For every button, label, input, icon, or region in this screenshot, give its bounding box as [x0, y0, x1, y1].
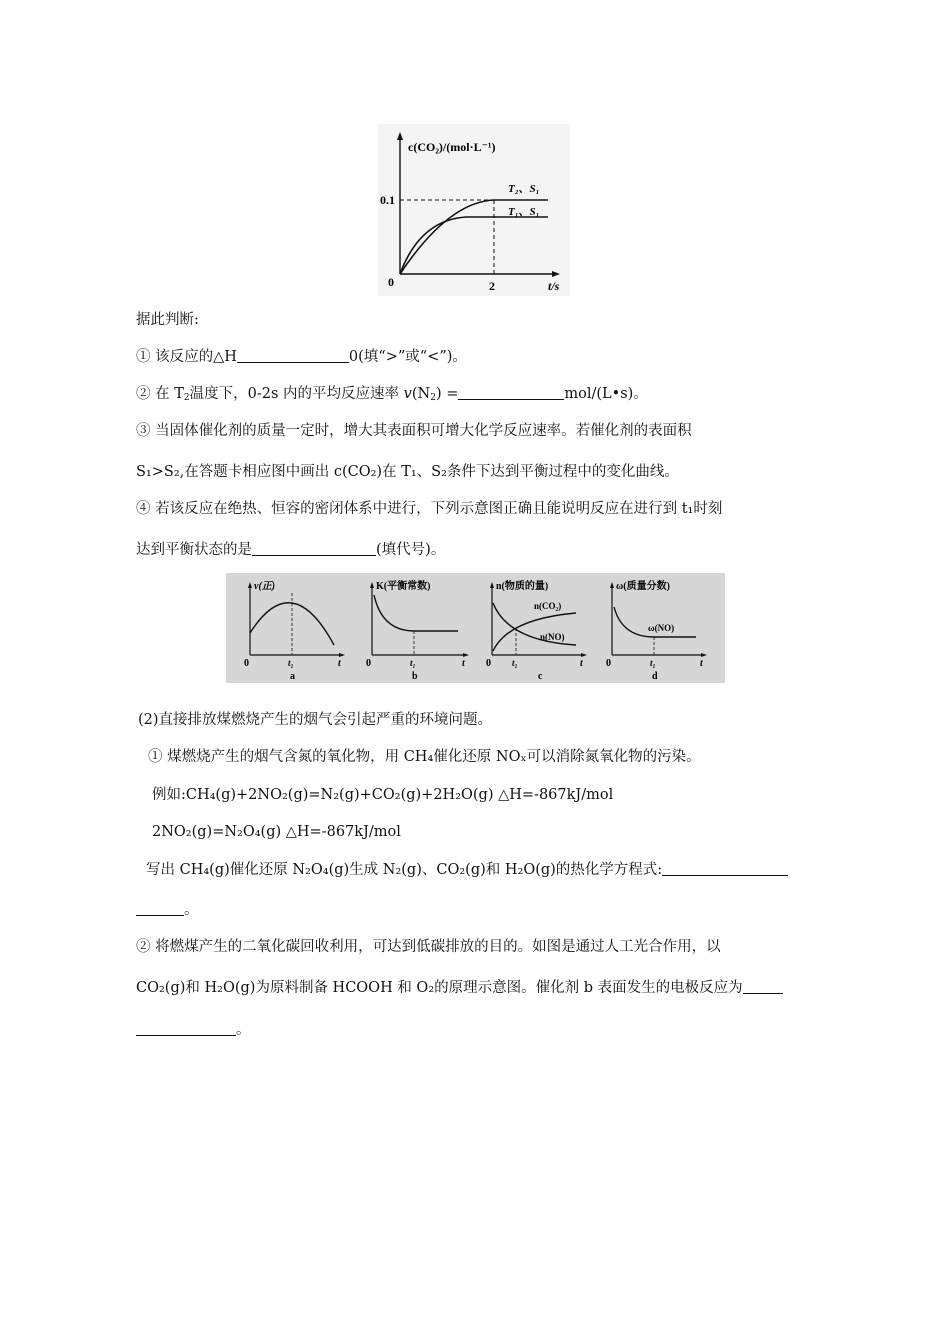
series-label-t2: T₂、S₁ [508, 183, 540, 195]
y-axis-label: c(CO₂)/(mol·L⁻¹) [408, 140, 496, 154]
q2-middle: 温度下，0-2s 内的平均反应速率 [189, 386, 404, 402]
panel-b-t: t [462, 658, 465, 669]
electrode-answer-blank-2[interactable] [136, 1021, 236, 1036]
concentration-time-chart [378, 124, 570, 296]
panel-a-id: a [290, 671, 295, 682]
q2-n-sub: 2 [430, 393, 436, 403]
q1-answer-blank[interactable] [237, 348, 349, 363]
equation-1: 例如:CH₄(g)+2NO₂(g)=N₂(g)+CO₂(g)+2H₂O(g) △H=-867kJ/mol [152, 787, 614, 803]
intro-text: 据此判断: [136, 312, 199, 328]
panel-d-id: d [652, 671, 658, 682]
question-4-line-2 [136, 540, 445, 560]
q2-suffix: mol/(L•s)。 [564, 386, 648, 402]
panel-d-origin: 0 [606, 658, 611, 669]
panel-b-t1: t₁ [410, 658, 416, 668]
panel-c-id: c [538, 671, 543, 682]
option-panels-figure [226, 573, 725, 683]
panel-c-t: t [580, 658, 583, 669]
q2-sub: 2 [183, 393, 190, 403]
write-answer-blank-2[interactable] [136, 901, 184, 916]
q2-n: (N [411, 386, 431, 402]
panel-b-ylabel: K(平衡常数) [376, 581, 431, 592]
q4-suffix: (填代号)。 [376, 542, 446, 558]
write-answer-blank-1[interactable] [662, 861, 788, 876]
write-prompt-text: 写出 CH₄(g)催化还原 N₂O₄(g)生成 N₂(g)、CO₂(g)和 H₂O(g)的热化学方程式: [146, 862, 663, 878]
panel-d-ylabel: ω(质量分数) [616, 581, 670, 592]
panel-c-curve2-label: n(NO) [540, 632, 565, 642]
q1-prefix: ① 该反应的△H [136, 349, 237, 365]
panel-b-origin: 0 [366, 658, 371, 669]
item-2-end-mark: 。 [236, 1022, 251, 1038]
panel-c-t1: t₁ [512, 658, 518, 668]
q2-answer-blank[interactable] [458, 385, 564, 400]
question-3-line-2: S₁>S₂,在答题卡相应图中画出 c(CO₂)在 T₁、S₂条件下达到平衡过程中的变化曲线。 [136, 464, 679, 480]
write-equation-continuation [136, 900, 199, 920]
electrode-answer-blank-1[interactable] [743, 979, 783, 994]
option-panels-svg [226, 573, 725, 683]
q4-answer-blank[interactable] [252, 541, 376, 556]
panel-c-ylabel: n(物质的量) [496, 581, 549, 592]
series-label-t1: T₁、S₁ [508, 206, 540, 218]
q2-prefix: ② 在 T [136, 386, 184, 402]
panel-a-ylabel: v(正) [254, 581, 276, 592]
concentration-chart-svg [378, 124, 570, 296]
panel-b-id: b [412, 671, 418, 682]
panel-d-t: t [700, 658, 703, 669]
item-2-line-2-text: CO₂(g)和 H₂O(g)为原料制备 HCOOH 和 O₂的原理示意图。催化剂 b 表面发生的电极反应为 [136, 980, 743, 996]
origin-label: 0 [388, 275, 394, 289]
part-2-item-2-line-1: ② 将燃煤产生的二氧化碳回收利用，可达到低碳排放的目的。如图是通过人工光合作用，以 [136, 939, 721, 955]
panel-a-origin: 0 [244, 658, 249, 669]
panel-d-t1: t₁ [650, 658, 656, 668]
x-axis-label: t/s [548, 279, 560, 293]
question-2 [136, 384, 648, 408]
part-2-heading: (2)直接排放煤燃烧产生的烟气会引起严重的环境问题。 [138, 712, 493, 728]
q2-v: v [403, 386, 412, 402]
panel-c-curve1-label: n(CO₂) [534, 601, 562, 611]
q2-eq: ) = [435, 386, 459, 402]
panel-a-t1: t₁ [288, 658, 294, 668]
panel-c-origin: 0 [486, 658, 491, 669]
x-tick-label: 2 [489, 279, 495, 293]
part-2-item-2-line-2 [136, 978, 783, 998]
part-2-item-2-line-3 [136, 1020, 251, 1040]
equation-2: 2NO₂(g)=N₂O₄(g) △H=-867kJ/mol [152, 824, 401, 840]
part-2-item-1: ① 煤燃烧产生的烟气含氮的氧化物，用 CH₄催化还原 NOₓ可以消除氮氧化物的污染。 [148, 749, 701, 765]
panel-d-curve1-label: ω(NO) [648, 623, 675, 633]
question-3-line-1: ③ 当固体催化剂的质量一定时，增大其表面积可增大化学反应速率。若催化剂的表面积 [136, 423, 692, 439]
q4-prefix: 达到平衡状态的是 [136, 542, 252, 558]
panel-a-t: t [338, 658, 341, 669]
q1-suffix: 0(填“>”或“<”)。 [348, 349, 467, 365]
write-equation-prompt [146, 860, 788, 880]
question-4-line-1: ④ 若该反应在绝热、恒容的密闭体系中进行，下列示意图正确且能说明反应在进行到 t₁时刻 [136, 501, 723, 517]
write-end-mark: 。 [184, 902, 199, 918]
question-1 [136, 347, 467, 367]
y-tick-label: 0.1 [380, 193, 395, 207]
